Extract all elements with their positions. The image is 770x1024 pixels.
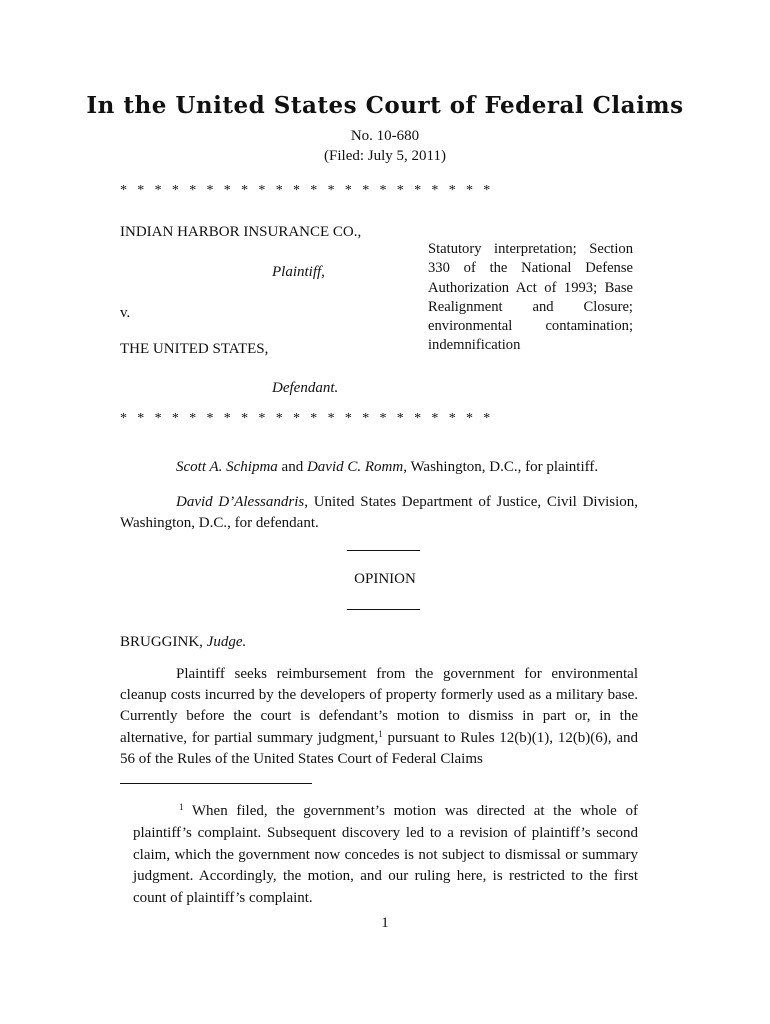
filed-date: (Filed: July 5, 2011) (324, 148, 446, 164)
footnote-marker: 1 (179, 802, 184, 812)
caption-stars-top: * * * * * * * * * * * * * * * * * * * * * * (120, 183, 494, 198)
defendant-counsel: David D’Alessandris, United States Department of Justice, Civil Division, Washington, D.C., for defendant. (120, 494, 638, 532)
opinion-heading: OPINION (354, 571, 416, 587)
footnote-separator (120, 783, 312, 784)
footnote-1: $^1$ When filed, the government’s motion was directed at the whole of plaintiff’s complaint. Subsequent discovery led to a revision of plaintiff’s second claim, which the government now concedes is not subject to dismissal or summary judgment. Accordingly, the motion, and our ruling here, is restricted to the first count of plaintiff’s complaint. (133, 802, 638, 907)
defendant-name: THE UNITED STATES, (120, 341, 269, 357)
court-title: In the United States Court of Federal Claims (86, 92, 684, 119)
plaintiff-name: INDIAN HARBOR INSURANCE CO., (120, 224, 362, 240)
judge-line: BRUGGINK, Judge. (120, 634, 247, 650)
defendant-role: Defendant. (272, 380, 339, 396)
case-number: No. 10-680 (350, 128, 420, 144)
case-keywords: Statutory interpretation; Section 330 of the National Defense Authorization Act of 1993; Base Realignment and Closure; environmental contamination; indemnification (428, 241, 633, 354)
opinion-paragraph: Plaintiff seeks reimbursement from the government for environmental cleanup costs incurred by the developers of property formerly used as a military base. Currently before the court is defendant’s motion to dismiss in part or, in the alternative, for partial summary judgment,$^1$ pursuant to Rules 12(b)(1), 12(b)(6), and 56 of the Rules of the United States Court of Federal Claims (120, 666, 638, 767)
versus: v. (120, 305, 131, 321)
plaintiff-counsel: Scott A. Schipma and David C. Romm, Washington, D.C., for plaintiff. (176, 459, 599, 475)
divider-bottom (347, 609, 420, 610)
page-number: 1 (381, 915, 389, 931)
footnote-reference[interactable]: 1 (378, 728, 383, 739)
divider-top (347, 550, 420, 551)
caption-stars-bottom: * * * * * * * * * * * * * * * * * * * * * * (120, 411, 494, 426)
plaintiff-role: Plaintiff, (272, 264, 325, 280)
